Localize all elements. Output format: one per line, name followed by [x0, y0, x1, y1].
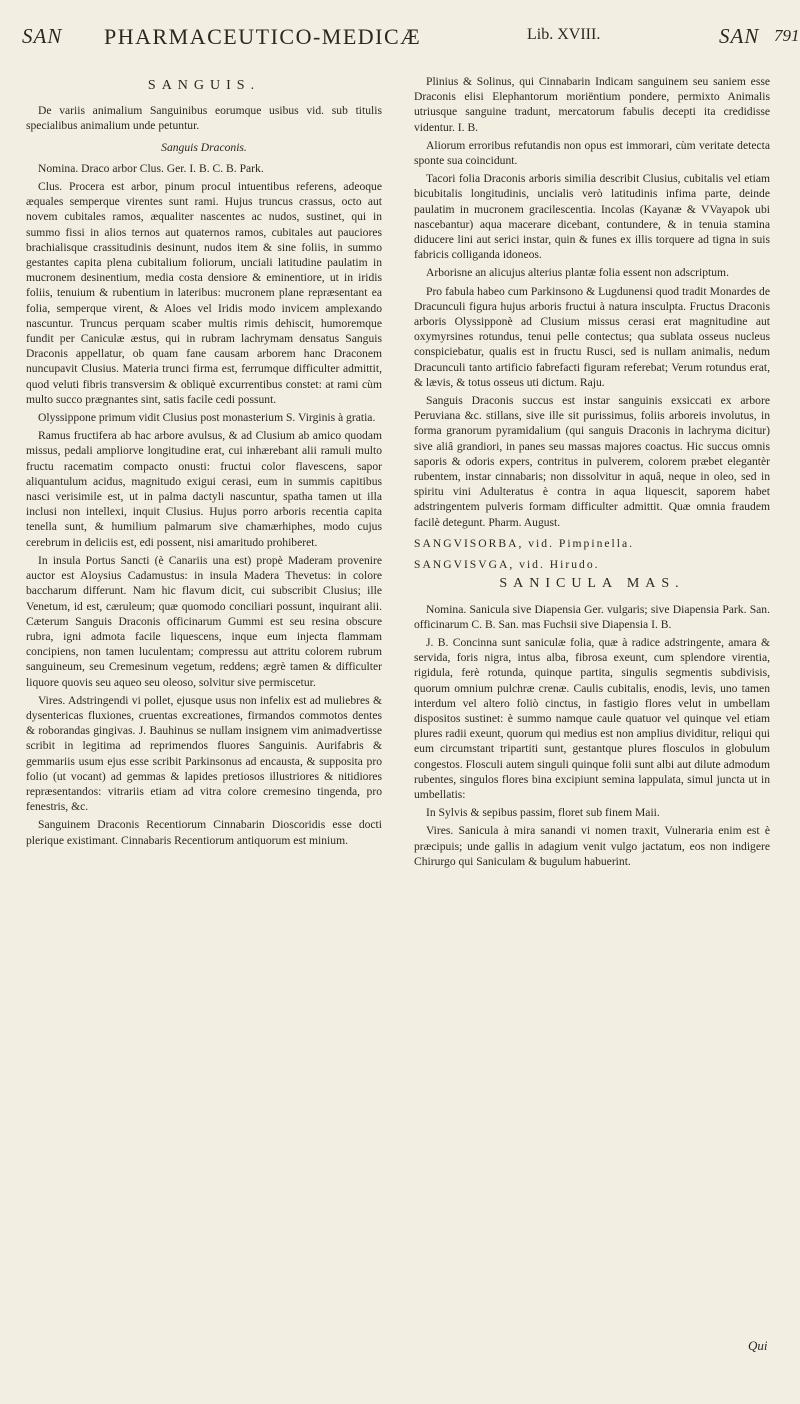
paragraph: Sanguinem Draconis Recentiorum Cinnabarin Dioscoridis esse docti plerique existimant. Cinnabaris Recentiorum antiquorum est minium. [26, 818, 382, 847]
subheading-sanguis-draconis: Sanguis Draconis. [161, 140, 247, 154]
paragraph: Clus. Procera est arbor, pinum procul intuentibus referens, adeoque æquales semperque virentes sunt rami. Hujus truncus crassus, octo aut novem cubitales ramos, æqualiter nascentes ac nudos, sustinet, qui in summo fissi in alios ternos aut quaternos ramos, cubitales aut pauciores brachialisque crassitudinis desinunt, nudos item & sine foliis, in summo gestantes capita plena cubitalium foliorum, unciali latitudine paulatim in mucronem desinentium, media costa densiore & eminentiore, ut in iridis foliis, tenuium & rubentium in lateribus: mucronem plane repræsentant ea folia, semperque virent, & Aloes vel Iridis modo invicem amplexando nascuntur. Truncus perquam scaber multis rimis dehiscit, humoremque fundit per Caniculæ æstus, qui in rubram lachrymam densatus Sanguis Draconis appellatur, ob quam fane causam arborem hanc Draconem nuncupavit Clusius. Materia trunci firma est, ferrumque difficulter admittit, quod veluti fibris transversim & obliquè excurrentibus constet: at rami cùm multo succo prægnantes sint, satis facile cedi possunt. [26, 180, 382, 406]
paragraph: Ramus fructifera ab hac arbore avulsus, & ad Clusium ab amico quodam missus, pedali ampliorve longitudine erat, cui inhærebant alii ramuli multo fructu racematim compacto onusti: fructui color flavescens, sapor aliquantulum acidus, magnitudo exigui cerasi, eum in summis capitibus nasci verisimile est, ut in palma dactyli nascuntur, spatha tamen ut illa inclusi non intellexi, inquit Clusius. Hujus porro arboris recentia capita tenella sunt, & humilium palmarum sive chamærhiphes, modo cujus cerebrum in deliciis est, edi possent, nisi amaritudo prohiberet. [26, 429, 382, 549]
paragraph: In insula Portus Sancti (è Canariis una est) propè Maderam provenire auctor est Aloysius Cadamustus: in insula Madera Thevetus: in colore baccharum differunt. Nam hic flavum dicit, cui subscribit Clusius; ille Venetum, id est, cæruleum; quæ quomodo conciliari possunt, inquirant alii. Cæterum Sanguis Draconis officinarum Gummi est seu resina obscure rubra, igni admota facile liquescens, inque eum injecta flammam concipiens, non tamen luculentam; compressu aut attritu colorem rubrum sanguineum, seu Cremesinum vegetum, reddens; ægrè tamen & difficulter liquore quovis seu aqueo seu oleoso, solvitur sive permiscetur. [26, 553, 382, 689]
paragraph: In Sylvis & sepibus passim, floret sub finem Maii. [426, 806, 660, 820]
entry-heading-sanicula: SANICULA MAS. [499, 576, 685, 592]
right-column [414, 74, 770, 1334]
intro-paragraph: De variis animalium Sanguinibus eorumque usibus vid. sub titulis specialibus animalium unde petuntur. [26, 104, 382, 133]
paragraph: Tacori folia Draconis arboris similia describit Clusius, cubitalis vel etiam bicubitalis longitudinis, uncialis verò latitudinis infima parte, deinde paulatim in mucronem gracilescentia. Incolas (Kayanæ & VVayapok ubi nascebantur) aqua macerare dicebant, contundere, & in tenuia stamina diducere lini aut serici instar, quin & funes ex illis torquere ad tigna in suis fabricis colliganda idoneos. [414, 172, 770, 262]
paragraph: Pro fabula habeo cum Parkinsono & Lugdunensi quod tradit Monardes de Dracunculi figura hujus arboris fructui à natura insculpta. Fructus Draconis arboris Olyssipponè ad Clusium missus cerasi erat magnitudine aut oxymyrsines rotundus, tenui pelle contectus; qua sublata osseus nucleus conspiciebatur, qualis est in fructu Rusci, sed is nullam animalis, nedum Dracunculi tanto artificio fabrefacti figuram referebat; Verum rotundus erat, & lævis, & totus osseus uti dictum. Raju. [414, 284, 770, 389]
catchword: Qui [748, 1338, 768, 1353]
page-number: 791 [774, 26, 800, 45]
header-book: Lib. XVIII. [527, 26, 601, 43]
nomina-paragraph: Nomina. Sanicula sive Diapensia Ger. vulgaris; sive Diapensia Park. San. officinarum C. B. San. mas Fuchsii sive Diapensia I. B. [414, 602, 770, 631]
paragraph: Plinius & Solinus, qui Cinnabarin Indicam sanguinem seu saniem esse Draconis elisi Elephantorum moriëntium pondere, permixto Animalis utriusque sanguine tradunt, mercatorum fabulis decepti ita credidisse videntur. I. B. [414, 75, 770, 134]
entry-heading-sanguis: SANGUIS. [147, 78, 261, 93]
left-column [26, 74, 382, 1334]
header-right-word: SAN [719, 24, 760, 48]
cross-reference-sangvisvga: SANGVISVGA, vid. Hirudo. [414, 558, 600, 572]
paragraph: Arborisne an alicujus alterius plantæ folia essent non adscriptum. [426, 266, 729, 280]
header-left-word: SAN [22, 24, 63, 48]
vires-paragraph: Vires. Sanicula à mira sanandi vi nomen traxit, Vulneraria enim est è præcipuis; unde gallis in adagium venit vulgo jactatum, eos non indigere Chirurgo qui Saniculam & bugulum habuerint. [414, 824, 770, 868]
paragraph: Aliorum erroribus refutandis non opus est immorari, cùm veritate detecta sponte sua coincidunt. [414, 138, 770, 168]
running-header [22, 24, 800, 70]
cross-reference-sangvisorba: SANGVISORBA, vid. Pimpinella. [414, 536, 635, 550]
paragraph: Olyssippone primum vidit Clusius post monasterium S. Virginis à gratia. [38, 411, 376, 425]
paragraph: Sanguis Draconis succus est instar sanguinis exsiccati ex arbore Peruviana &c. stillans, sive ille sit purissimus, foliis arboreis involutus, in forma granorum pyramidalium (qui sanguis Draconis in lachryma dicitur) sive aliâ grandiori, in panes seu massas majores coactus. Hic succus omnis saporis & odoris expers, contritus in pulverem, colorem præbet elegantèr rubentem, instar cinnabaris; non dissolvitur in aquâ, neque in oleo, sed in spiritu vini Adulteratus è contra in aqua liquescit, saporem habet adstringentem pulveris formam difficulter admittit. Quæ omnia fraudem facilè detegunt. Pharm. August. [414, 394, 770, 529]
nomina-paragraph: Nomina. Draco arbor Clus. Ger. I. B. C. B. Park. [38, 161, 264, 175]
vires-paragraph: Vires. Adstringendi vi pollet, ejusque usus non infelix est ad muliebres & dysentericas fluxiones, cruentas excreationes, firmandos commotos dentes & roborandas gingivas. J. Bauhinus se nullam insignem vim animadvertisse scribit in legitima ad reprimendos fluores Sanguinis. Aurifabris & gemmariis usum ejus esse scribit Parkinsonus ad encausta, & supposita pro folio (ut vocant) ad gemmas & lapides pretiosos illustriores & nitidiores repræsentandos: vitrariis etiam ad vitra colore cremesino tingenda, pro fenestris, &c. [26, 693, 382, 814]
paragraph: J. B. Concinna sunt saniculæ folia, quæ à radice adstringente, amara & servida, foris nigra, intus alba, fibrosa exeunt, cum splendore virentia, rigidula, ferè rotunda, quinque partita, singulis segmentis subdivisis, quorum omnium pulchræ crenæ. Caulis cubitalis, enodis, levis, uno tamen interdum vel altero foliò cinctus, in fastigio flores velut in umbellam dispositos sustinet: è summo namque caule quatuor vel quinque vel etiam plures radii exeunt, quorum qui medius est non amplius dividitur, reliqui qui eum circumstant tripartiti sunt, gestantque plures flosculos in globulum congestos. Flosculi autem singuli quinque folii sunt albi aut dilute admodum rubentes, singulos flores bina excipiunt semina lappulata, simul juncta ut in umbellatis: [414, 635, 770, 801]
header-title: PHARMACEUTICO-MEDICÆ [104, 24, 422, 49]
